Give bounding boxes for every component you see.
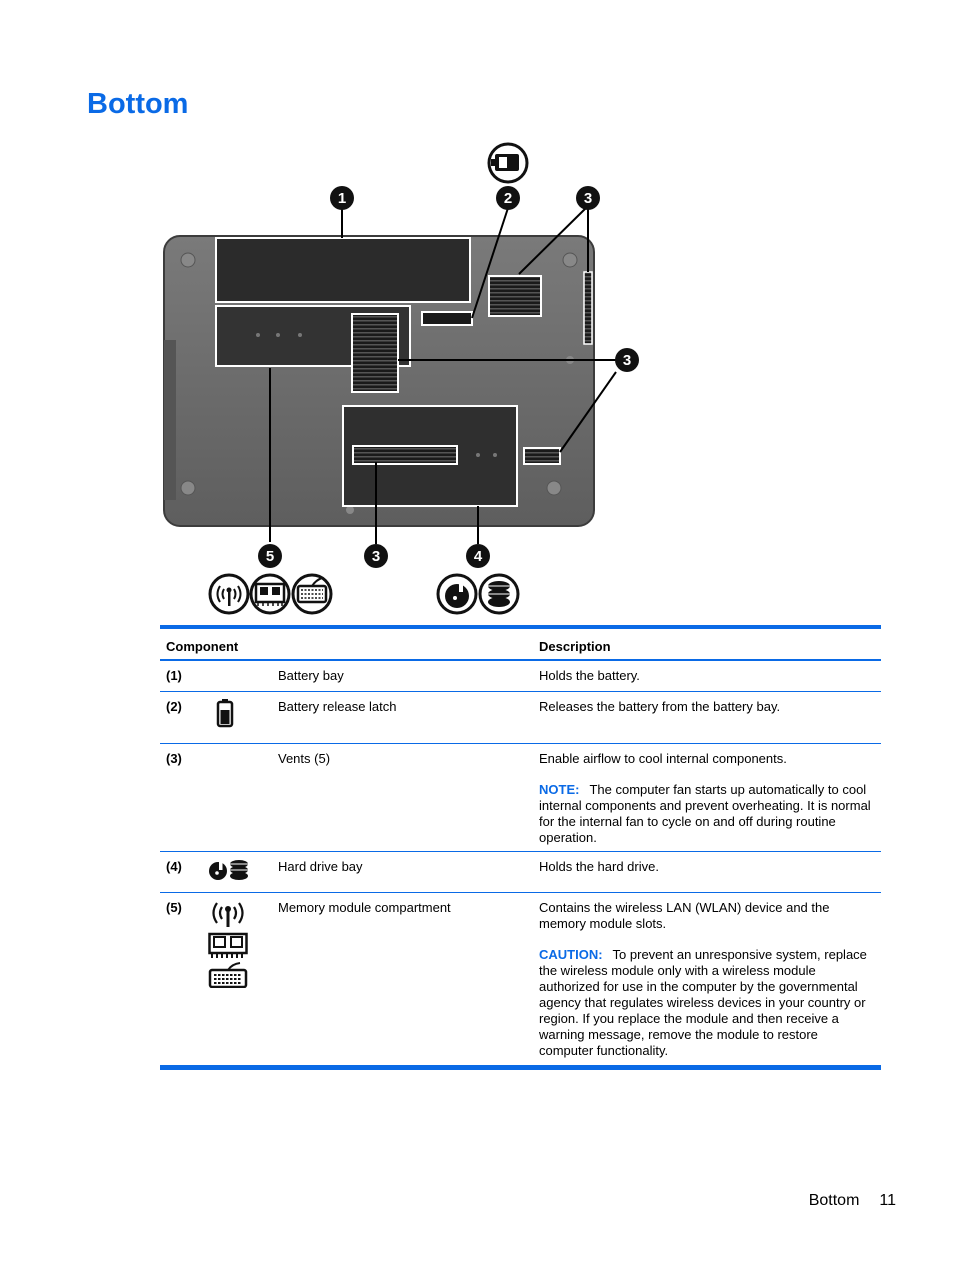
row-number: (4) xyxy=(166,859,182,874)
component-name: Hard drive bay xyxy=(278,859,363,874)
keyboard-icon xyxy=(208,962,248,988)
component-description xyxy=(539,668,875,684)
page-title: Bottom xyxy=(87,88,189,120)
row-icons xyxy=(208,858,249,882)
battery-icon xyxy=(216,698,234,728)
description-text: Contains the wireless LAN (WLAN) device and the memory module slots. xyxy=(539,900,830,931)
laptop-bottom-figure xyxy=(150,140,650,618)
row-icons xyxy=(216,698,234,728)
row-number: (3) xyxy=(166,751,182,766)
note-label: NOTE: xyxy=(539,782,580,797)
component-table xyxy=(160,625,881,1070)
memory-module-icon xyxy=(208,932,248,960)
table-row xyxy=(160,744,881,852)
callout-2 xyxy=(496,186,520,210)
header-description: Description xyxy=(539,639,611,654)
page-footer xyxy=(809,1192,896,1210)
callout-3a-label: 3 xyxy=(583,190,593,207)
hard-drive-icon xyxy=(229,858,249,882)
header-component: Component xyxy=(166,639,239,654)
memory-module-icon xyxy=(251,575,289,613)
hard-drive-icon xyxy=(480,575,518,613)
callout-3a xyxy=(576,186,600,210)
callout-1-label: 1 xyxy=(337,190,347,207)
callout-5 xyxy=(258,544,282,568)
note xyxy=(539,782,875,846)
component-description xyxy=(539,900,875,1059)
description-text: Holds the battery. xyxy=(539,668,640,683)
note-text: The computer fan starts up automatically to cool internal components and prevent overheating. It is normal for the internal fan to cycle on and off during routine operation. xyxy=(539,782,871,845)
description-text: Releases the battery from the battery bay. xyxy=(539,699,781,714)
callout-3c-label: 3 xyxy=(371,548,381,565)
callout-3b xyxy=(615,348,639,372)
keyboard-icon xyxy=(293,575,331,613)
vent-center xyxy=(352,314,398,392)
vent-top-right xyxy=(489,276,541,316)
callout-1 xyxy=(330,186,354,210)
page-number: 11 xyxy=(879,1192,896,1209)
hard-drive-activity-icon xyxy=(438,575,476,613)
callout-4-label: 4 xyxy=(473,548,483,565)
component-name: Memory module compartment xyxy=(278,900,451,915)
battery-bay xyxy=(216,238,470,302)
row-icons xyxy=(208,899,248,988)
caution-text: To prevent an unresponsive system, replace the wireless module only with a wireless module authorized for use in the computer by the governmental agency that regulates wireless devices in your country or region. If you replace the module and then receive a warning message, remove the module to restore computer functionality. xyxy=(539,947,867,1058)
row-number: (1) xyxy=(166,668,182,683)
table-row xyxy=(160,852,881,893)
row-number: (2) xyxy=(166,699,182,714)
component-name: Battery bay xyxy=(278,668,344,683)
callout-4 xyxy=(466,544,490,568)
description-text: Enable airflow to cool internal components. xyxy=(539,751,787,766)
table-row xyxy=(160,692,881,744)
description-text: Holds the hard drive. xyxy=(539,859,659,874)
callout-5-label: 5 xyxy=(265,548,275,565)
component-description xyxy=(539,751,875,846)
table-row xyxy=(160,893,881,1066)
table-row xyxy=(160,661,881,692)
battery-latch xyxy=(422,312,472,325)
footer-section: Bottom xyxy=(808,1192,860,1209)
wireless-icon xyxy=(210,575,248,613)
vent-bottom-right xyxy=(524,448,560,464)
component-description xyxy=(539,699,875,715)
callout-3c xyxy=(364,544,388,568)
caution-label: CAUTION: xyxy=(539,947,603,962)
component-name: Vents (5) xyxy=(278,751,331,766)
callout-3b-label: 3 xyxy=(622,352,632,369)
vent-right-edge xyxy=(584,272,592,344)
wireless-icon xyxy=(208,899,248,929)
laptop-bottom-illustration xyxy=(150,140,650,618)
table-bottom-rule xyxy=(160,1066,881,1070)
hard-drive-activity-icon xyxy=(208,858,228,882)
caution xyxy=(539,947,875,1059)
component-name: Battery release latch xyxy=(278,699,397,714)
battery-icon xyxy=(489,144,527,182)
vent-hdd xyxy=(353,446,457,464)
row-number: (5) xyxy=(166,900,182,915)
callout-2-label: 2 xyxy=(503,190,513,207)
component-description xyxy=(539,859,875,875)
table-header xyxy=(160,629,881,661)
